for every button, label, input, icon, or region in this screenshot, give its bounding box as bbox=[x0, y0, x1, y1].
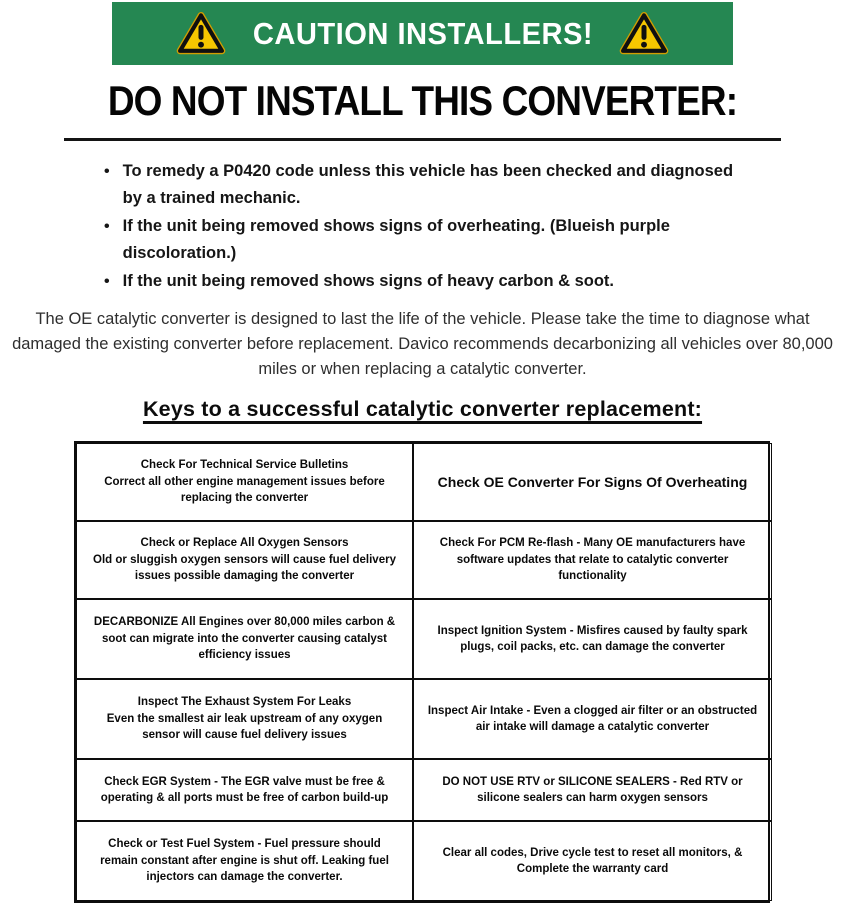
keys-heading: Keys to a successful catalytic converter replacement: bbox=[142, 397, 703, 421]
tip-cell-row6-left bbox=[76, 821, 413, 901]
bullet-icon: • bbox=[104, 218, 110, 235]
warning-triangle-icon bbox=[619, 11, 669, 57]
tip-cell-row5-right bbox=[413, 759, 772, 821]
tip-cell-row2-right bbox=[413, 521, 772, 599]
warning-list-item bbox=[104, 268, 752, 295]
tip-cell-row2-left bbox=[76, 521, 413, 599]
tip-body: Inspect Air Intake - Even a clogged air filter or an obstructed air intake will damage a catalytic converter bbox=[427, 704, 758, 733]
warning-text: If the unit being removed shows signs of heavy carbon & soot. bbox=[122, 272, 615, 290]
warning-list-item bbox=[104, 158, 752, 212]
caution-banner bbox=[112, 2, 733, 65]
tip-body: Check For PCM Re-flash - Many OE manufacturers have software updates that relate to catalytic converter functionality bbox=[439, 537, 746, 583]
tip-body: Old or sluggish oxygen sensors will cause fuel delivery issues possible damaging the converter bbox=[93, 553, 396, 583]
caution-banner-label: CAUTION INSTALLERS! bbox=[252, 15, 593, 51]
bullet-icon: • bbox=[104, 273, 110, 290]
tip-cell-row4-right bbox=[413, 679, 772, 759]
warning-text: To remedy a P0420 code unless this vehicle has been checked and diagnosed by a trained mechanic. bbox=[122, 162, 734, 207]
tip-title: Inspect The Exhaust System For Leaks bbox=[137, 696, 352, 709]
tip-title: Check For Technical Service Bulletins bbox=[140, 459, 349, 472]
tip-cell-row4-left bbox=[76, 679, 413, 759]
warning-triangle-icon bbox=[176, 11, 226, 57]
tip-cell-row5-left bbox=[76, 759, 413, 821]
warning-text: If the unit being removed shows signs of overheating. (Blueish purple discoloration.) bbox=[122, 217, 670, 262]
tip-cell-row6-right bbox=[413, 821, 772, 901]
tips-table bbox=[74, 441, 770, 903]
tip-body: DO NOT USE RTV or SILICONE SEALERS - Red RTV or silicone sealers can harm oxygen sensors bbox=[442, 775, 743, 804]
oe-converter-note: The OE catalytic converter is designed to last the life of the vehicle. Please take the time to diagnose what damaged the existing converter before replacement. Davico recommends decarbonizing all vehicles over 80,000 miles or when replacing a catalytic converter. bbox=[12, 310, 833, 378]
tip-cell-row1-left bbox=[76, 443, 413, 521]
tip-cell-row3-left bbox=[76, 599, 413, 679]
tip-body: DECARBONIZE All Engines over 80,000 miles carbon & soot can migrate into the converter causing catalyst efficiency issues bbox=[93, 616, 396, 662]
tip-body: Check EGR System - The EGR valve must be free & operating & all ports must be free of carbon build-up bbox=[100, 775, 389, 804]
tip-body: Clear all codes, Drive cycle test to reset all monitors, & Complete the warranty card bbox=[442, 846, 743, 875]
do-not-install-heading: DO NOT INSTALL THIS CONVERTER: bbox=[107, 77, 738, 124]
tip-cell-row3-right bbox=[413, 599, 772, 679]
divider-line bbox=[64, 138, 781, 141]
tip-body: Correct all other engine management issues before replacing the converter bbox=[104, 475, 385, 505]
warning-list-item bbox=[104, 213, 752, 267]
warning-list bbox=[104, 158, 752, 295]
tip-title: Check or Replace All Oxygen Sensors bbox=[140, 537, 349, 550]
tip-body: Inspect Ignition System - Misfires caused by faulty spark plugs, coil packs, etc. can damage the converter bbox=[437, 624, 748, 653]
tip-body: Check or Test Fuel System - Fuel pressure should remain constant after engine is shut off. Leaking fuel injectors can damage the converter. bbox=[100, 838, 389, 884]
tip-cell-row1-right bbox=[413, 443, 772, 521]
bullet-icon: • bbox=[104, 163, 110, 180]
tip-title: Check OE Converter For Signs Of Overheating bbox=[437, 473, 748, 490]
tip-body: Even the smallest air leak upstream of any oxygen sensor will cause fuel delivery issues bbox=[106, 712, 383, 742]
